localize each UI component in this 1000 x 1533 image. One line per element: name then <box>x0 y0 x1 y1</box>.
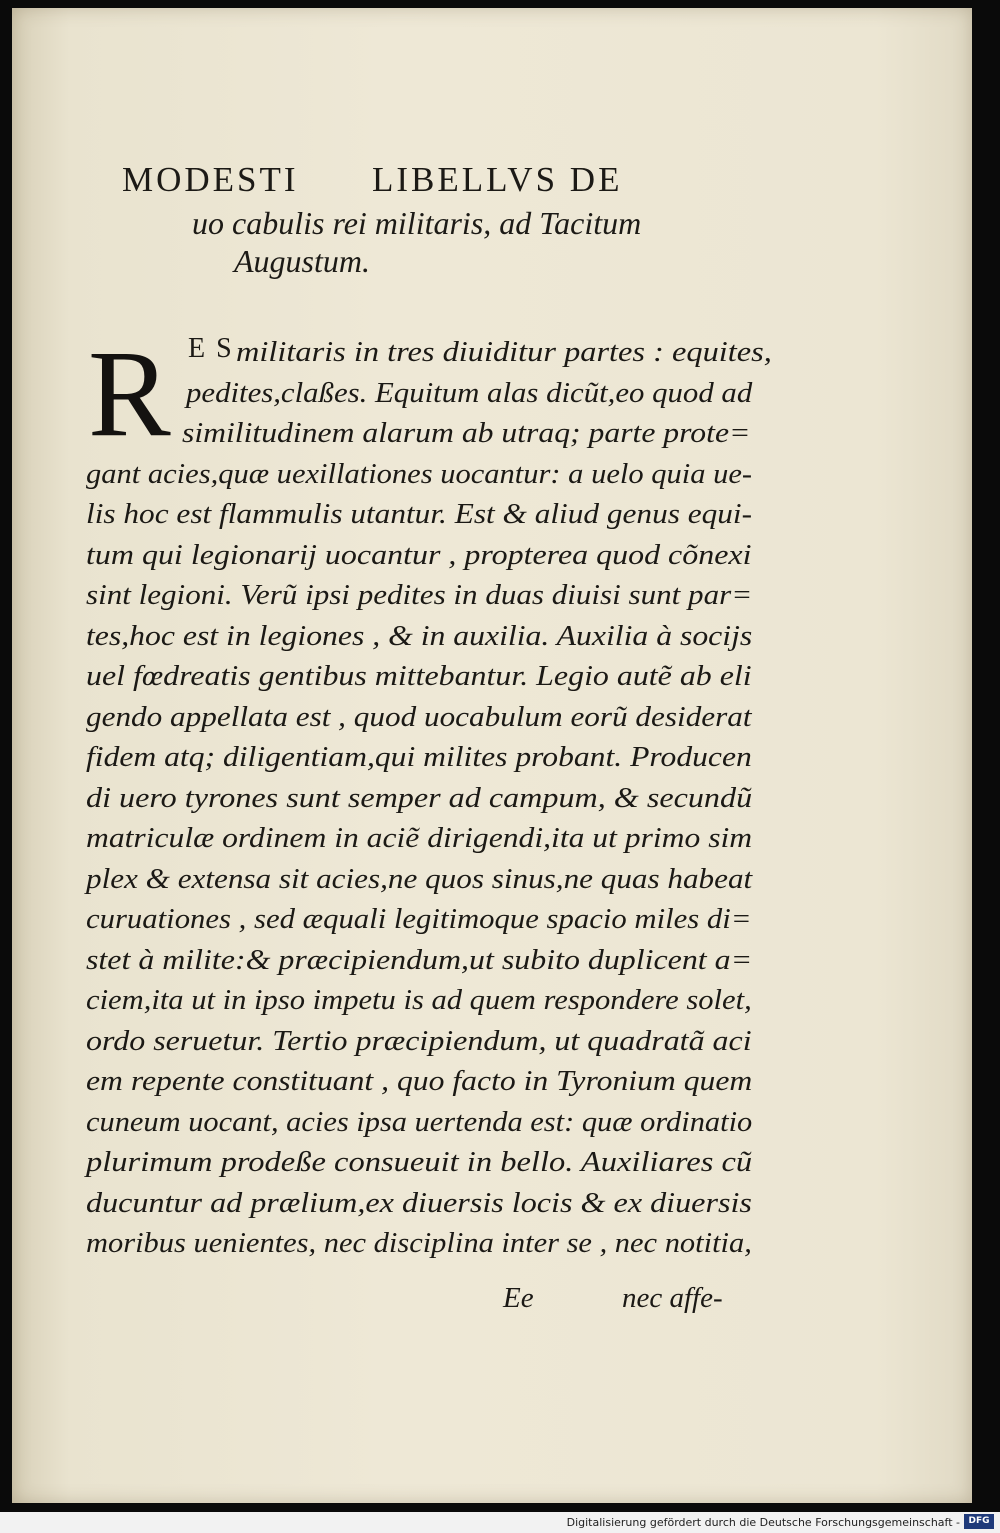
text-line: plex & extensa sit acies,ne quos sinus,ne quas habeat <box>86 862 753 895</box>
text-line: ciem,ita ut in ipso impetu is ad quem respondere solet, <box>86 984 752 1016</box>
text-line: stet à milite:& præcipiendum,ut subito duplicent a= <box>86 943 753 976</box>
catchword: nec affe- <box>622 1282 723 1314</box>
text-line: curuationes , sed æquali legitimoque spacio miles di= <box>86 903 752 935</box>
text-line: ordo seruetur. Tertio præcipiendum, ut quadratã aci <box>86 1024 752 1057</box>
text-line: militaris in tres diuiditur partes : equites, <box>236 336 772 368</box>
text-line: di uero tyrones sunt semper ad campum, & secundũ <box>86 781 753 814</box>
title-line-3: Augustum. <box>234 243 370 279</box>
text-line: fidem atq; diligentiam,qui milites probant. Producen <box>86 741 752 773</box>
title-libellus: LIBELLVS DE <box>372 160 623 199</box>
text-line: similitudinem alarum ab utraq; parte prote= <box>182 417 751 449</box>
text-line: matriculæ ordinem in aciẽ dirigendi,ita ut primo sim <box>86 822 753 854</box>
text-line: moribus uenientes, nec disciplina inter se , nec notitia, <box>86 1227 752 1259</box>
first-word: E S <box>188 333 234 364</box>
title-author: MODESTI <box>122 160 299 199</box>
text-line: lis hoc est flammulis utantur. Est & aliud genus equi- <box>86 498 753 530</box>
drop-capital: R <box>88 325 171 462</box>
title-line-2: uo cabulis rei militaris, ad Tacitum <box>192 205 642 241</box>
text-line: tum qui legionarij uocantur , propterea quod cõnexi <box>86 538 752 571</box>
text-line: sint legioni. Verũ ipsi pedites in duas diuisi sunt par= <box>86 579 753 611</box>
signature-mark: Ee <box>503 1282 534 1314</box>
text-line: cuneum uocant, acies ipsa uertenda est: quæ ordinatio <box>86 1105 753 1138</box>
text-line: em repente constituant , quo facto in Tyronium quem <box>86 1065 753 1097</box>
text-line: uel fœdreatis gentibus mittebantur. Legio autẽ ab eli <box>86 660 752 692</box>
text-line: pedites,claßes. Equitum alas dicũt,eo quod ad <box>186 376 753 409</box>
text-line: plurimum prodeße consueuit in bello. Auxiliares cũ <box>86 1146 753 1178</box>
text-line: tes,hoc est in legiones , & in auxilia. Auxilia à socijs <box>86 619 753 652</box>
dfg-logo: DFG <box>964 1514 994 1529</box>
text-line: gendo appellata est , quod uocabulum eorũ desiderat <box>86 700 752 733</box>
text-line: gant acies,quæ uexillationes uocantur: a uelo quia ue- <box>86 457 753 490</box>
footer-credit: Digitalisierung gefördert durch die Deutsche Forschungsgemeinschaft - <box>566 1516 960 1529</box>
text-line: ducuntur ad prælium,ex diuersis locis & ex diuersis <box>86 1186 752 1219</box>
